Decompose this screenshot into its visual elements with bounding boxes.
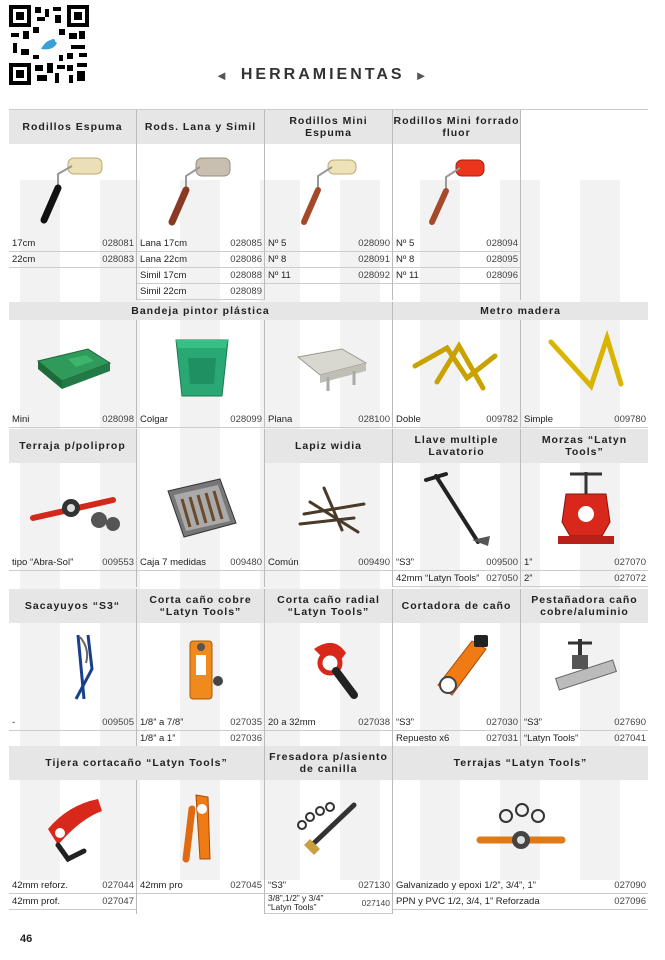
product-title: Cortadora de caño xyxy=(393,589,520,623)
product-row: 3/8”,1/2” y 3/4” “Latyn Tools” 027140 xyxy=(265,894,392,914)
product-corta-cano-radial xyxy=(265,589,393,747)
group-fresadora xyxy=(265,746,393,780)
page-number: 46 xyxy=(20,933,33,945)
product-title: Lapiz widia xyxy=(265,429,392,463)
product-row: Nº 8 028095 xyxy=(393,252,520,268)
product-row: 42mm “Latyn Tools” 027050 xyxy=(393,571,520,587)
right-arrow-icon: ► xyxy=(414,67,431,83)
product-bandeja-mini xyxy=(9,320,137,428)
hanging-bucket-image xyxy=(137,320,264,412)
product-row: 42mm reforz. 027044 xyxy=(9,878,136,894)
product-row: Nº 5 028094 xyxy=(393,236,520,252)
pipe-cutter-image xyxy=(137,623,264,715)
group-title: Metro madera xyxy=(393,302,648,320)
product-row: 42mm pro 027045 xyxy=(137,878,264,894)
folding-ruler-image xyxy=(393,320,520,412)
product-tijera-reforz xyxy=(9,780,137,914)
tube-cutter-image xyxy=(393,623,520,715)
product-metro-doble xyxy=(393,320,521,428)
product-bandeja-colgar xyxy=(137,320,265,428)
product-row: Galvanizado y epoxi 1/2”, 3/4”, 1” 027090 xyxy=(393,878,648,894)
product-row: Nº 5 028090 xyxy=(265,236,392,252)
product-lapiz-widia xyxy=(265,429,393,587)
pipe-shears-image xyxy=(137,780,264,878)
mini-foam-roller-image xyxy=(265,144,392,236)
page-title xyxy=(215,66,430,84)
product-row: Nº 11 028096 xyxy=(393,268,520,284)
section-bandeja-metro xyxy=(9,302,648,428)
paint-tray-image xyxy=(9,320,136,412)
product-row: 1” 027070 xyxy=(521,555,648,571)
product-row: Mini 028098 xyxy=(9,412,136,428)
product-row: Caja 7 medidas 009480 xyxy=(137,555,264,571)
product-row: 22cm 028083 xyxy=(9,252,136,268)
product-bandeja-plana xyxy=(265,320,393,428)
product-row: Colgar 028099 xyxy=(137,412,264,428)
product-row: 2” 027072 xyxy=(521,571,648,587)
product-title: Rods. Lana y Simil xyxy=(137,110,264,144)
flat-tray-image xyxy=(265,320,392,412)
product-row: 20 a 32mm 027038 xyxy=(265,715,392,731)
pipe-vise-image xyxy=(521,463,648,555)
product-llave-multiple xyxy=(393,429,521,587)
page-title-text: HERRAMIENTAS xyxy=(240,66,405,83)
product-row: 1/8” a 1” 027036 xyxy=(137,731,264,747)
section-terraja-morzas xyxy=(9,429,648,587)
product-row: Nº 8 028091 xyxy=(265,252,392,268)
carbide-pencil-image xyxy=(265,463,392,555)
pipe-threader-image xyxy=(9,463,136,555)
product-title: Rodillos Mini Espuma xyxy=(265,110,392,144)
qr-code xyxy=(9,5,89,85)
product-title: Llave multiple Lavatorio xyxy=(393,429,520,463)
group-title: Fresadora p/asiento de canilla xyxy=(265,746,392,780)
group-title: Terrajas “Latyn Tools” xyxy=(393,746,648,780)
product-row: Lana 17cm 028085 xyxy=(137,236,264,252)
section-tijeras-terrajas xyxy=(9,746,648,914)
flaring-tool-image xyxy=(521,623,648,715)
fluor-roller-image xyxy=(393,144,520,236)
foam-roller-image xyxy=(9,144,136,236)
product-terrajas xyxy=(393,780,648,914)
product-rods-lana-simil xyxy=(137,110,265,300)
product-row: Común 009490 xyxy=(265,555,392,571)
product-title: Morzas “Latyn Tools” xyxy=(521,429,648,463)
product-sacayuyos xyxy=(9,589,137,747)
product-title: Rodillos Espuma xyxy=(9,110,136,144)
product-title: Corta caño cobre “Latyn Tools” xyxy=(137,589,264,623)
product-row: Simil 17cm 028088 xyxy=(137,268,264,284)
basin-wrench-image xyxy=(393,463,520,555)
group-bandeja xyxy=(9,302,393,320)
pipe-shears-image xyxy=(9,780,136,878)
product-row: Simil 22cm 028089 xyxy=(137,284,264,300)
product-terraja-poliprop xyxy=(9,429,137,587)
product-row: “S3” 027130 xyxy=(265,878,392,894)
product-title: Pestañadora caño cobre/aluminio xyxy=(521,589,648,623)
section-rodillos xyxy=(9,110,648,300)
product-corta-cano-cobre xyxy=(137,589,265,747)
product-metro-simple xyxy=(521,320,648,428)
pipe-dies-set-image xyxy=(393,780,648,878)
valve-seat-cutter-image xyxy=(265,780,392,878)
product-row: “S3” 027030 xyxy=(393,715,520,731)
product-row: Doble 009782 xyxy=(393,412,520,428)
group-tijera xyxy=(9,746,265,780)
group-metro xyxy=(393,302,648,320)
product-row: “S3” 009500 xyxy=(393,555,520,571)
product-rodillos-mini-fluor xyxy=(393,110,521,300)
product-row: “Latyn Tools” 027041 xyxy=(521,731,648,747)
group-terrajas xyxy=(393,746,648,780)
product-title: Terraja p/poliprop xyxy=(9,429,136,463)
product-row: Plana 028100 xyxy=(265,412,392,428)
product-pestanadora xyxy=(521,589,648,747)
product-row: Nº 11 028092 xyxy=(265,268,392,284)
product-rodillos-espuma xyxy=(9,110,137,300)
left-arrow-icon: ◄ xyxy=(215,67,231,83)
product-row: - 009505 xyxy=(9,715,136,731)
product-calisuares xyxy=(137,429,265,587)
folding-ruler-image xyxy=(521,320,648,412)
group-title: Bandeja pintor plástica xyxy=(9,302,392,320)
product-row: Lana 22cm 028086 xyxy=(137,252,264,268)
product-row: 42mm prof. 027047 xyxy=(9,894,136,910)
product-cortadora-cano xyxy=(393,589,521,747)
product-row: Repuesto x6 027031 xyxy=(393,731,520,747)
product-fresadora xyxy=(265,780,393,914)
product-row: PPN y PVC 1/2, 3/4, 1” Reforzada 027096 xyxy=(393,894,648,910)
product-row: tipo “Abra-Sol” 009553 xyxy=(9,555,136,571)
product-row: “S3” 027690 xyxy=(521,715,648,731)
group-title: Tijera cortacaño “Latyn Tools” xyxy=(9,746,264,780)
product-rodillos-mini-espuma xyxy=(265,110,393,300)
radial-pipe-cutter-image xyxy=(265,623,392,715)
product-title: Rodillos Mini forrado fluor xyxy=(393,110,520,144)
product-title: Corta caño radial “Latyn Tools” xyxy=(265,589,392,623)
weed-puller-image xyxy=(9,623,136,715)
product-morzas xyxy=(521,429,648,587)
product-row: Simple 009780 xyxy=(521,412,648,428)
chisel-box-image xyxy=(137,463,264,555)
wool-roller-image xyxy=(137,144,264,236)
product-row: 17cm 028081 xyxy=(9,236,136,252)
product-tijera-pro xyxy=(137,780,265,914)
product-row: 1/8” a 7/8” 027035 xyxy=(137,715,264,731)
section-cortadores xyxy=(9,589,648,747)
product-title: Sacayuyos “S3“ xyxy=(9,589,136,623)
